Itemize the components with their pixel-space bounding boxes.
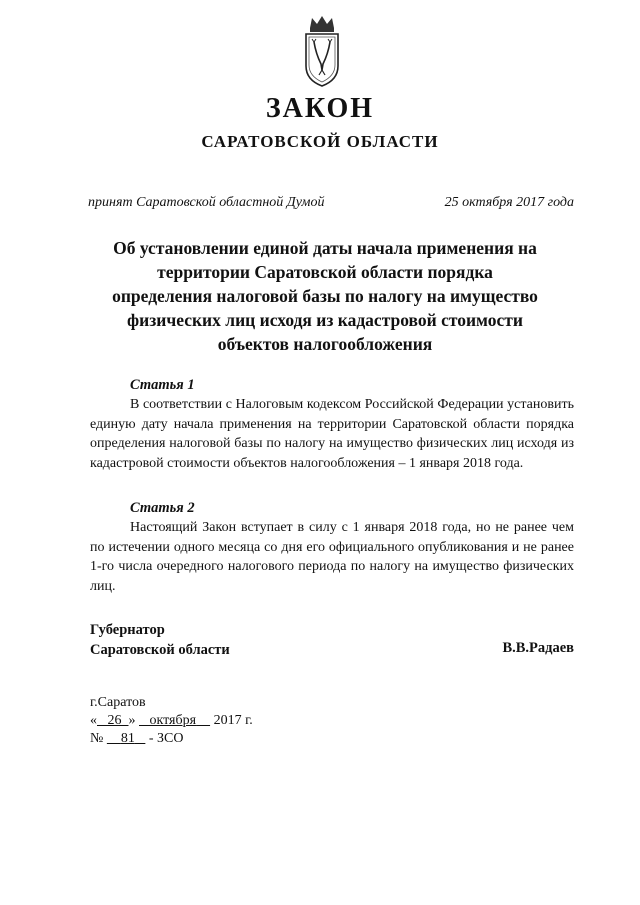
article-1-title: Статья 1 <box>130 377 195 393</box>
number-suffix: - ЗСО <box>148 731 184 746</box>
footer-day-value: 26 <box>107 713 122 728</box>
signer-title <box>90 620 230 660</box>
adoption-text: принят Саратовской областной Думой <box>88 195 325 210</box>
footer-date <box>90 712 253 730</box>
document-subtitle: САРАТОВСКОЙ ОБЛАСТИ <box>201 132 439 151</box>
document-footer <box>90 694 253 748</box>
signer-title-line: Саратовской области <box>90 642 230 658</box>
law-name <box>80 236 570 356</box>
document-title: ЗАКОН <box>265 93 375 124</box>
footer-month <box>139 713 210 728</box>
article-2-text: Настоящий Закон вступает в силу с 1 января 2018 года, но не ранее чем по истечении одного месяца со дня его официального опубликования и не ранее 1-го числа очередного налогового периода по налогу на имущество физических лиц. <box>90 520 574 594</box>
law-name-line: объектов налогообложения <box>217 334 433 354</box>
article-2-title: Статья 2 <box>130 500 195 516</box>
footer-year: 2017 г. <box>213 713 253 728</box>
law-name-line: определения налоговой базы по налогу на имущество <box>112 286 538 306</box>
signer-name: В.В.Радаев <box>502 640 574 656</box>
coat-of-arms-icon <box>300 14 344 88</box>
number-label: № <box>90 731 104 746</box>
quote-close: » <box>128 713 136 728</box>
article-1-text: В соответствии с Налоговым кодексом Российской Федерации установить единую дату начала применения на территории Саратовской области порядка определения налоговой базы по налогу на имущество физических лиц исходя из кадастровой стоимости объектов налогообложения – 1 января 2018 года. <box>90 397 574 471</box>
adoption-date: 25 октября 2017 года <box>444 195 574 210</box>
footer-day <box>97 713 129 728</box>
footer-city: г.Саратов <box>90 695 146 710</box>
footer-number-field <box>107 731 146 746</box>
law-name-line: физических лиц исходя из кадастровой стоимости <box>127 310 523 330</box>
signer-title-line: Губернатор <box>90 622 165 638</box>
law-name-line: Об установлении единой даты начала применения на <box>113 238 537 258</box>
footer-number-value: 81 <box>120 731 135 746</box>
quote-open: « <box>90 713 97 728</box>
footer-number <box>90 730 253 748</box>
law-name-line: территории Саратовской области порядка <box>157 262 493 282</box>
footer-month-value: октября <box>149 713 197 728</box>
